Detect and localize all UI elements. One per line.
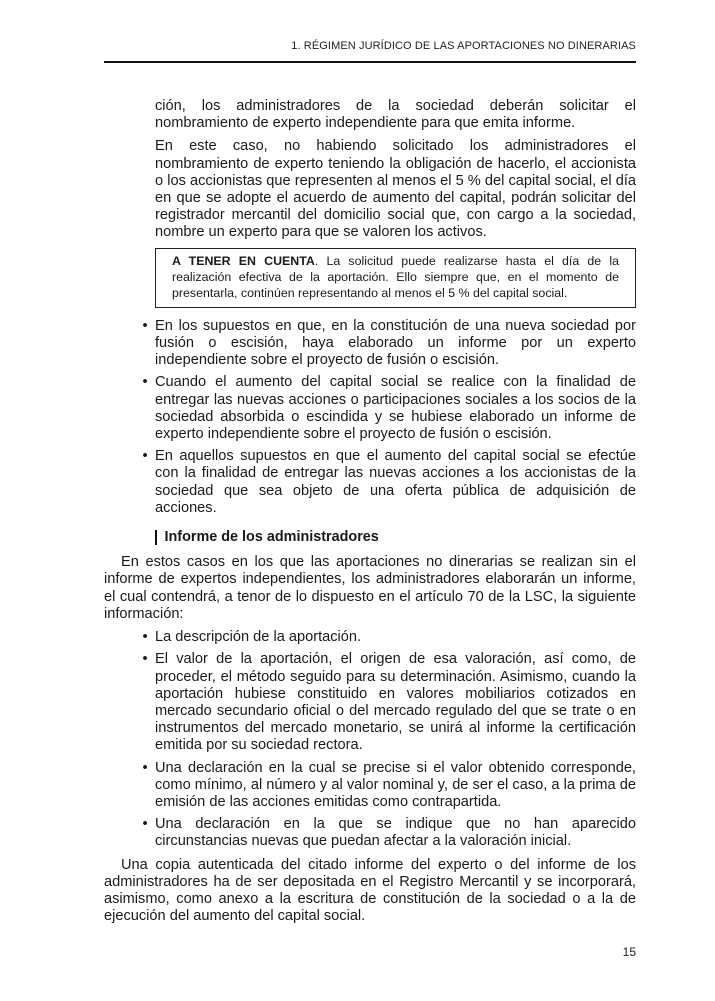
- list-item: • Una declaración en la cual se precise si el valor obtenido corresponde, como mínimo, al número y al valor nominal y, de ser el caso, a la prima de emisión de las acciones emitidas como contrapartida.: [104, 760, 636, 812]
- bullet-list-exceptions: [104, 318, 636, 517]
- bullet-glyph: •: [142, 816, 148, 833]
- list-item: • En los supuestos en que, en la constitución de una nueva sociedad por fusión o escisión, haya elaborado un informe por un experto independiente sobre el proyecto de fusión o escisión.: [104, 318, 636, 370]
- list-item: • La descripción de la aportación.: [104, 629, 636, 646]
- running-header: 1. RÉGIMEN JURÍDICO DE LAS APORTACIONES NO DINERARIAS: [291, 40, 636, 52]
- paragraph-continued: ción, los administradores de la sociedad deberán solicitar el nombramiento de experto independiente para que emita informe.: [155, 98, 636, 132]
- bullet-glyph: •: [142, 651, 148, 668]
- callout-box: [155, 248, 636, 308]
- section-heading-text: Informe de los administradores: [164, 529, 379, 546]
- list-item: • El valor de la aportación, el origen de esa valoración, así como, de proceder, el método seguido para su determinación. Asimismo, cuando la aportación hubiese constituido en valores mobiliarios cotizados en mercado secundario oficial o del mercado regulado del que se trate o en instrumentos del mercado monetario, se unirá al informe la certificación emitida por su sociedad rectora.: [104, 651, 636, 754]
- bullet-glyph: •: [142, 448, 148, 465]
- callout-title: A TENER EN CUENTA: [172, 253, 315, 268]
- callout-text: . La solicitud puede realizarse hasta el día de la realización efectiva de la aportación. Ello siempre que, en el momento de presentarla, continúen representando al menos el 5 % del capital social.: [172, 253, 619, 301]
- list-item: • En aquellos supuestos en que el aumento del capital social se efectúe con la finalidad de entregar las nuevas acciones a los accionistas de la sociedad que sea objeto de una oferta pública de adquisición de acciones.: [104, 448, 636, 517]
- heading-bar: [155, 530, 157, 545]
- list-item: • Cuando el aumento del capital social se realice con la finalidad de entregar las nuevas acciones o participaciones sociales a los socios de la sociedad absorbida o escindida y se hubiese elaborado un informe de experto independiente sobre el proyecto de fusión o escisión.: [104, 374, 636, 443]
- section-heading: [155, 529, 636, 546]
- bullet-glyph: •: [142, 629, 148, 646]
- header-rule: [104, 61, 636, 63]
- bullet-glyph: •: [142, 317, 148, 334]
- paragraph-registry-deposit: Una copia autenticada del citado informe del experto o del informe de los administradores ha de ser depositada en el Registro Mercantil y se incorporará, asimismo, como anexo a la escritura de constitución de la sociedad o a la de ejecución del aumento del capital social.: [104, 856, 636, 925]
- page-body: [104, 98, 636, 931]
- paragraph-admin-report: En estos casos en los que las aportaciones no dinerarias se realizan sin el informe de expertos independientes, los administradores elaborarán un informe, el cual contendrá, a tenor de lo dispuesto en el artículo 70 de la LSC, la siguiente información:: [104, 554, 636, 622]
- bullet-glyph: •: [142, 374, 148, 391]
- bullet-list-report-contents: [104, 629, 636, 850]
- bullet-glyph: •: [142, 759, 148, 776]
- page-number: 15: [622, 945, 636, 959]
- continued-block: [104, 98, 636, 242]
- list-item: • Una declaración en la que se indique que no han aparecido circunstancias nuevas que puedan afectar a la valoración inicial.: [104, 816, 636, 850]
- paragraph-expert-request: En este caso, no habiendo solicitado los administradores el nombramiento de experto teniendo la obligación de hacerlo, el accionista o los accionistas que representen al menos el 5 % del capital social, el día en que se adopte el acuerdo de aumento del capital, podrán solicitar del registrador mercantil del domicilio social que, con cargo a la sociedad, nombre un experto para que se valoren los activos.: [155, 138, 636, 241]
